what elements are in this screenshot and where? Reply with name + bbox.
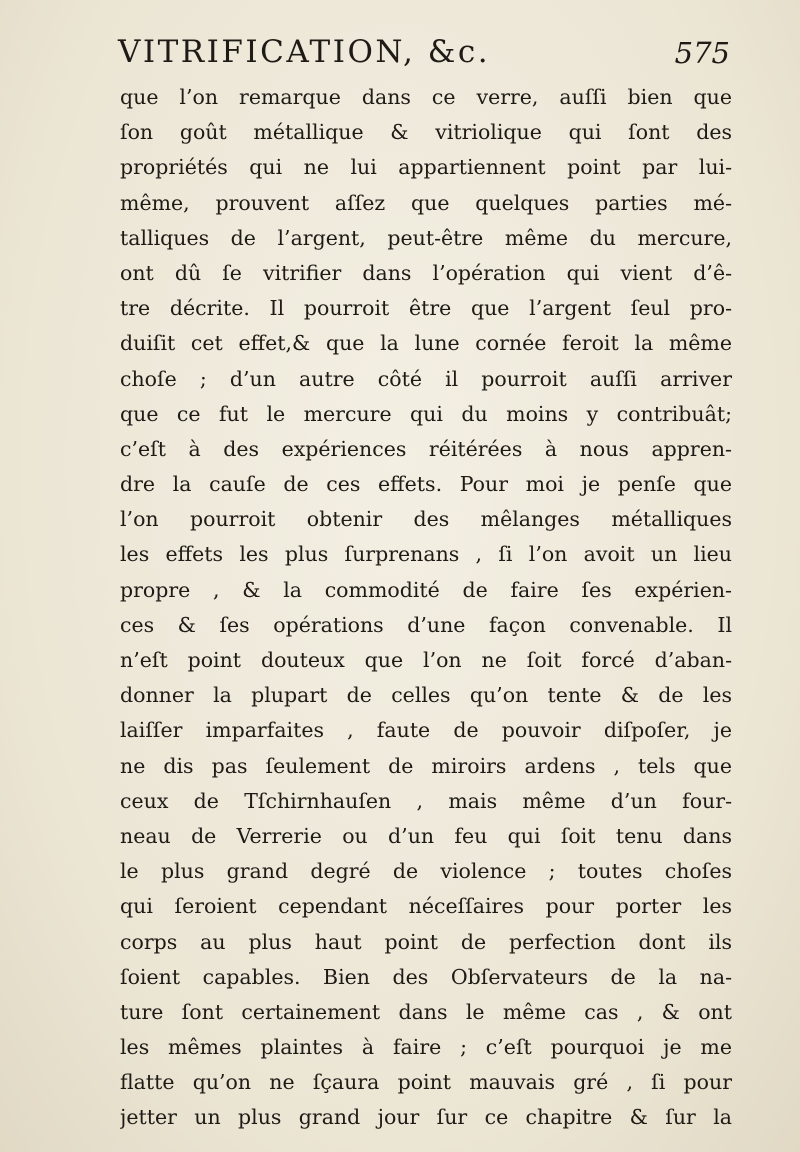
text-line: jetter un plus grand jour ſur ce chapitre & ſur la	[120, 1105, 732, 1130]
text-line: ceux de Tſchirnhauſen , mais même d’un four-	[120, 788, 732, 813]
text-line: que l’on remarque dans ce verre, auſſi bien que	[120, 85, 732, 109]
text-line: choſe ; d’un autre côté il pourroit auſſi arriver	[120, 366, 732, 391]
text-line: ont dû ſe vitrifier dans l’opération qui vient d’ê-	[120, 260, 732, 285]
text-line: ſon goût métallique & vitriolique qui ſont des	[120, 120, 732, 145]
text-line: corps au plus haut point de perfection dont ils	[120, 929, 732, 954]
text-line: que ce fut le mercure qui du moins y contribuât;	[120, 401, 732, 426]
text-line: duiſit cet effet,& que la lune cornée feroit la même	[120, 331, 732, 356]
text-line: laiſſer imparfaites , faute de pouvoir diſpoſer, je	[120, 718, 732, 743]
body-text	[120, 80, 732, 1136]
text-line: n’eſt point douteux que l’on ne ſoit forcé d’aban-	[120, 648, 732, 672]
text-line: dre la cauſe de ces effets. Pour moi je penſe que	[120, 472, 732, 497]
text-line: les effets les plus ſurprenans , ſi l’on avoit un lieu	[120, 542, 732, 567]
text-line: neau de Verrerie ou d’un feu qui ſoit tenu dans	[120, 823, 732, 848]
page-header	[118, 34, 730, 78]
running-title: VITRIFICATION, &c.	[118, 34, 491, 70]
text-line: ſoient capables. Bien des Obſervateurs de la na-	[120, 964, 732, 989]
text-line: tre décrite. Il pourroit être que l’argent ſeul pro-	[120, 296, 732, 321]
text-line: flatte qu’on ne ſçaura point mauvais gré , ſi pour	[120, 1070, 732, 1095]
text-line: les mêmes plaintes à faire ; c’eſt pourquoi je me	[120, 1035, 732, 1060]
text-line: l’on pourroit obtenir des mêlanges métalliques	[120, 507, 732, 532]
text-line: qui ſeroient cependant néceſſaires pour porter les	[120, 894, 732, 919]
page-number: 575	[674, 36, 730, 70]
text-line: même, prouvent aſſez que quelques parties mé-	[120, 190, 732, 215]
text-line: ture ſont certainement dans le même cas , & ont	[120, 999, 732, 1024]
text-line: donner la plupart de celles qu’on tente & de les	[120, 683, 732, 708]
text-line: propriétés qui ne lui appartiennent point par lui-	[120, 155, 732, 180]
text-line: talliques de l’argent, peut-être même du mercure,	[120, 225, 732, 250]
text-line: le plus grand degré de violence ; toutes choſes	[120, 859, 732, 884]
text-line: c’eſt à des expériences réitérées à nous appren-	[120, 436, 732, 461]
text-line: propre , & la commodité de faire ſes expérien-	[120, 577, 732, 602]
text-line: ne dis pas ſeulement de miroirs ardens , tels que	[120, 753, 732, 778]
text-line: ces & ſes opérations d’une façon convenable. Il	[120, 612, 732, 637]
